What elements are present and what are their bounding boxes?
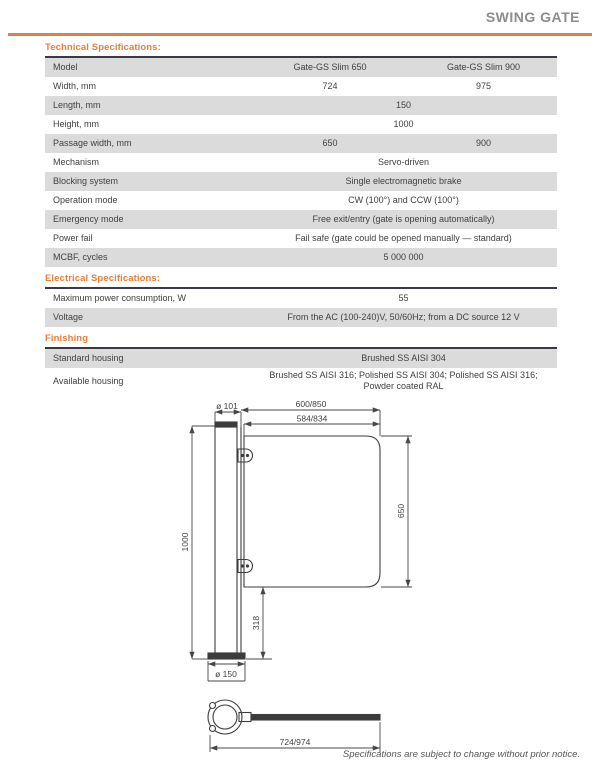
table-row: [45, 134, 557, 153]
page-title: SWING GATE: [485, 9, 580, 25]
row-label: Emergency mode: [53, 214, 124, 224]
dimension-labels: [180, 399, 406, 747]
dim-label-total-height: 1000: [180, 532, 190, 552]
dim-label-base-diameter: ø 150: [215, 669, 237, 679]
spec-content: [45, 36, 557, 394]
glass-panel: [244, 436, 380, 587]
finishing-spec-table: [45, 347, 557, 394]
row-label: Maximum power consumption, W: [53, 293, 187, 303]
table-row: [45, 115, 557, 134]
dim-label-glass-height: 650: [396, 503, 406, 519]
row-value: Single electromagnetic brake: [345, 176, 462, 186]
row-label: Width, mm: [53, 81, 97, 91]
table-row: [45, 153, 557, 172]
row-value: CW (100°) and CCW (100°): [348, 195, 459, 205]
table-row: [45, 58, 557, 77]
pole-notch: [210, 703, 216, 709]
arm-connector: [239, 713, 251, 722]
table-row: [45, 289, 557, 308]
hinge-bolt: [241, 564, 244, 567]
table-row: [45, 96, 557, 115]
row-value: 5 000 000: [383, 252, 424, 262]
table-row: [45, 210, 557, 229]
section-heading-electrical: Electrical Specifications:: [45, 273, 161, 284]
gate-top-view: [208, 700, 380, 734]
row-label: Height, mm: [53, 119, 100, 129]
row-value: 55: [398, 293, 409, 303]
row-value: 900: [475, 138, 492, 148]
row-label: Standard housing: [53, 353, 124, 363]
table-row: [45, 349, 557, 368]
swing-arm: [251, 715, 380, 721]
dim-label-pole-diameter: ø 101: [216, 401, 238, 411]
row-label: Power fail: [53, 233, 93, 243]
section-heading-finishing: Finishing: [45, 333, 89, 344]
row-label: Blocking system: [53, 176, 119, 186]
technical-drawing: [0, 395, 600, 769]
table-row: [45, 248, 557, 267]
electrical-spec-table: [45, 287, 557, 327]
hinge-bolt: [246, 454, 249, 457]
table-row: [45, 77, 557, 96]
hinge-bolt: [241, 454, 244, 457]
page-header: [8, 0, 592, 36]
row-value-model-650: Gate-GS Slim 650: [293, 62, 367, 72]
row-label: Passage width, mm: [53, 138, 132, 148]
row-value: 650: [322, 138, 338, 148]
pole-section-inner: [213, 705, 237, 729]
pole-cap: [215, 422, 237, 427]
row-value: Free exit/entry (gate is opening automatically): [312, 214, 495, 224]
row-value: 1000: [393, 119, 414, 129]
row-value-model-900: Gate-GS Slim 900: [446, 62, 521, 72]
table-row: [45, 191, 557, 210]
hinge-bracket-top: [238, 449, 253, 462]
row-value: 150: [395, 100, 412, 110]
row-label: Mechanism: [53, 157, 100, 167]
footer-disclaimer: Specifications are subject to change without prior notice.: [342, 749, 580, 760]
row-label: Length, mm: [53, 100, 101, 110]
pole-notch: [210, 726, 216, 732]
table-row: [45, 229, 557, 248]
row-label: Voltage: [53, 312, 84, 322]
base-plate: [208, 653, 245, 659]
table-row: [45, 172, 557, 191]
table-row: [45, 308, 557, 327]
row-value: 724: [322, 81, 338, 91]
technical-spec-table: [45, 56, 557, 267]
dim-label-lower-clearance: 318: [251, 615, 261, 631]
row-value: Servo-driven: [377, 157, 430, 167]
table-row: [45, 368, 557, 394]
dimension-lines: [192, 410, 412, 752]
row-value: Fail safe (gate could be opened manually — standard): [295, 233, 512, 243]
dim-label-arm-width: 600/850: [295, 399, 327, 409]
gate-pole: [215, 427, 237, 653]
gate-dimension-diagram: [0, 395, 600, 769]
row-label: Operation mode: [53, 195, 118, 205]
row-value: From the AC (100-240)V, 50/60Hz; from a DC source 12 V: [287, 312, 520, 322]
row-value: 975: [475, 81, 492, 91]
dim-label-glass-width: 584/834: [296, 413, 328, 424]
row-label: Available housing: [53, 375, 124, 386]
gate-front-view: [208, 422, 380, 659]
row-label: MCBF, cycles: [53, 252, 108, 262]
dim-label-total-length: 724/974: [279, 737, 311, 747]
section-heading-technical: Technical Specifications:: [45, 42, 161, 53]
hinge-bracket-bottom: [238, 560, 253, 573]
hinge-bolt: [246, 564, 249, 567]
row-label: Model: [53, 62, 78, 72]
row-value: Brushed SS AISI 304: [361, 353, 446, 363]
row-value: Brushed SS AISI 316; Polished SS AISI 304; Polished SS AISI 316; Powder coated RAL: [269, 370, 538, 391]
